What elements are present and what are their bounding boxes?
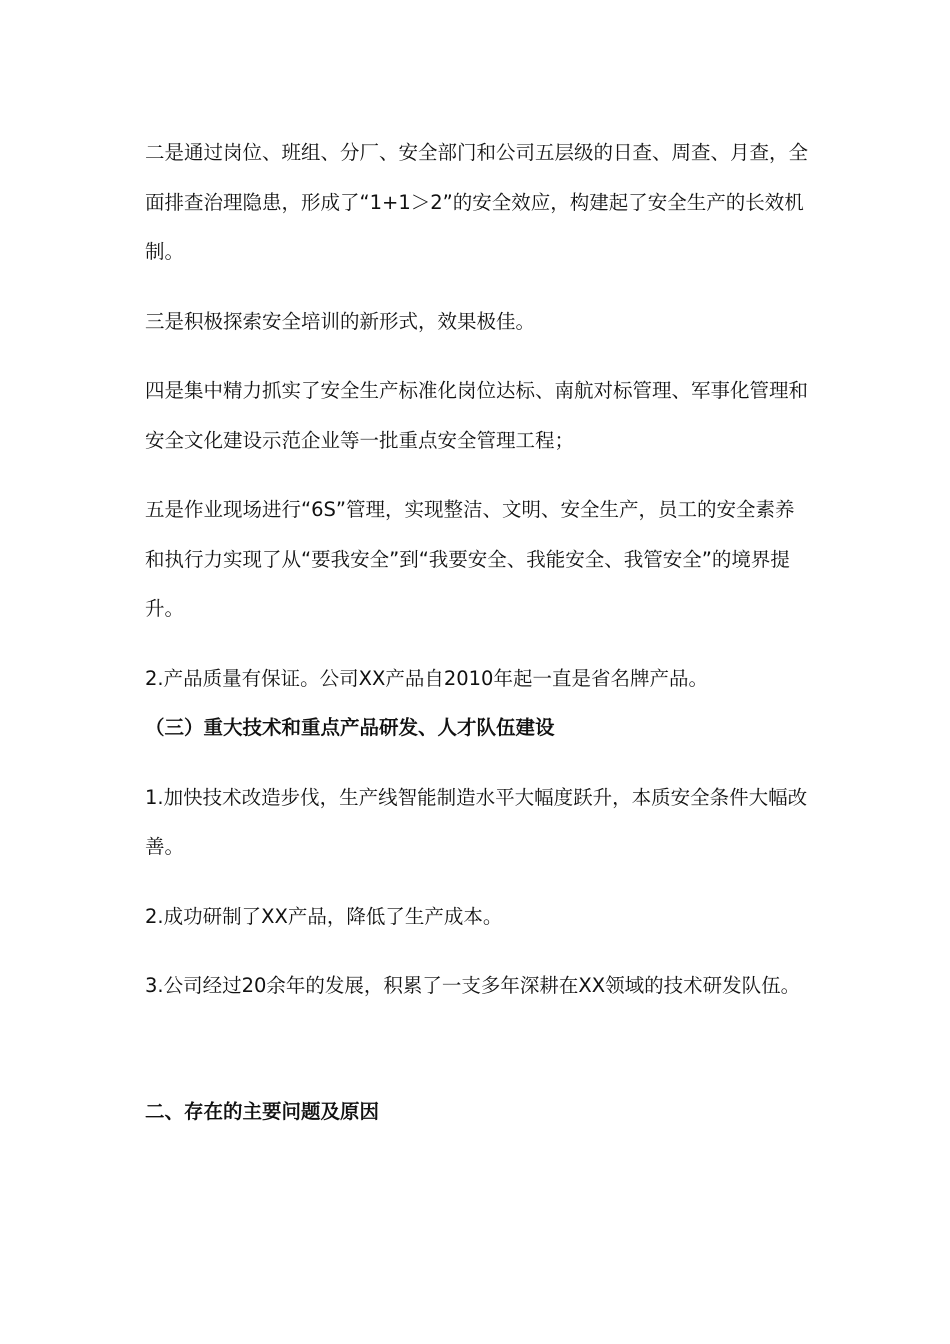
paragraph-inspection: 二是通过岗位、班组、分厂、安全部门和公司五层级的日查、周查、月查，全面排查治理隐患，形成了“1+1＞2”的安全效应，构建起了安全生产的长效机制。: [145, 141, 809, 263]
paragraph-quality: 2.产品质量有保证。公司XX产品自2010年起一直是省名牌产品。: [145, 666, 708, 690]
research-item-3: 3.公司经过20余年的发展，积累了一支多年深耕在XX领域的技术研发队伍。: [145, 974, 801, 997]
subheading-research: （三）重大技术和重点产品研发、人才队伍建设: [145, 716, 555, 739]
paragraph-training: 三是积极探索安全培训的新形式，效果极佳。: [145, 309, 536, 333]
research-item-2: 2.成功研制了XX产品，降低了生产成本。: [145, 904, 503, 928]
paragraph-management: 四是集中精力抓实了安全生产标准化岗位达标、南航对标管理、军事化管理和安全文化建设示范企业等一批重点安全管理工程；: [145, 379, 809, 452]
research-item-1: 1.加快技术改造步伐，生产线智能制造水平大幅度跃升，本质安全条件大幅改善。: [145, 785, 808, 858]
document-content: [145, 128, 810, 1136]
section-heading-problems: 二、存在的主要问题及原因: [145, 1099, 380, 1123]
paragraph-6s: 五是作业现场进行“6S”管理，实现整洁、文明、安全生产，员工的安全素养和执行力实现了从“要我安全”到“我要安全、我能安全、我管安全”的境界提升。: [145, 498, 795, 620]
